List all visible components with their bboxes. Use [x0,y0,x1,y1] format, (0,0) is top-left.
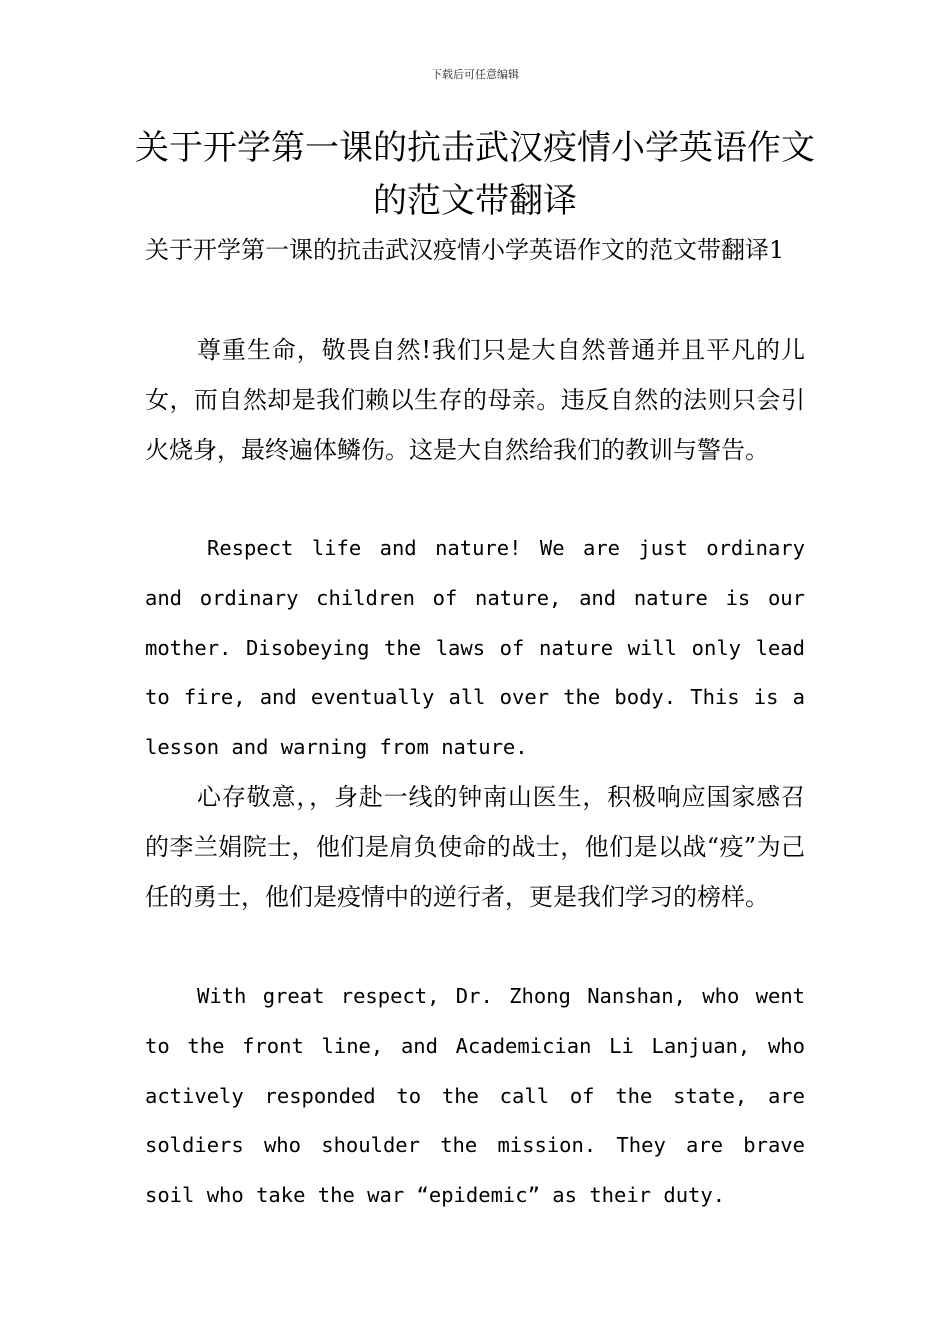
section-heading: 关于开学第一课的抗击武汉疫情小学英语作文的范文带翻译1 [145,236,785,264]
paragraph-chinese-2: 心存敬意，，身赴一线的钟南山医生，积极响应国家感召的李兰娟院士，他们是肩负使命的战士，他们是以战“疫”为己任的勇士，他们是疫情中的逆行者，更是我们学习的榜样。 [145,783,805,911]
header-note: 下载后可任意编辑 [431,68,519,81]
paragraph-chinese-1: 尊重生命，敬畏自然!我们只是大自然普通并且平凡的儿女，而自然却是我们赖以生存的母亲。违反自然的法则只会引火烧身，最终遍体鳞伤。这是大自然给我们的教训与警告。 [145,336,805,464]
document-title: 关于开学第一课的抗击武汉疫情小学英语作文的范文带翻译 [135,128,815,221]
paragraph-english-2: With great respect, Dr. Zhong Nanshan, who went to the front line, and Academician Li Lanjuan, who actively responded to the call of the state, are soldiers who shoulder the mission. They are brave soil who take the war “epidemic” as their duty. [145,984,805,1208]
paragraph-english-1: Respect life and nature! We are just ordinary and ordinary children of nature, and nature is our mother. Disobeying the laws of nature will only lead to fire, and eventually all over the body. This is a lesson and warning from nature. [145,536,805,760]
